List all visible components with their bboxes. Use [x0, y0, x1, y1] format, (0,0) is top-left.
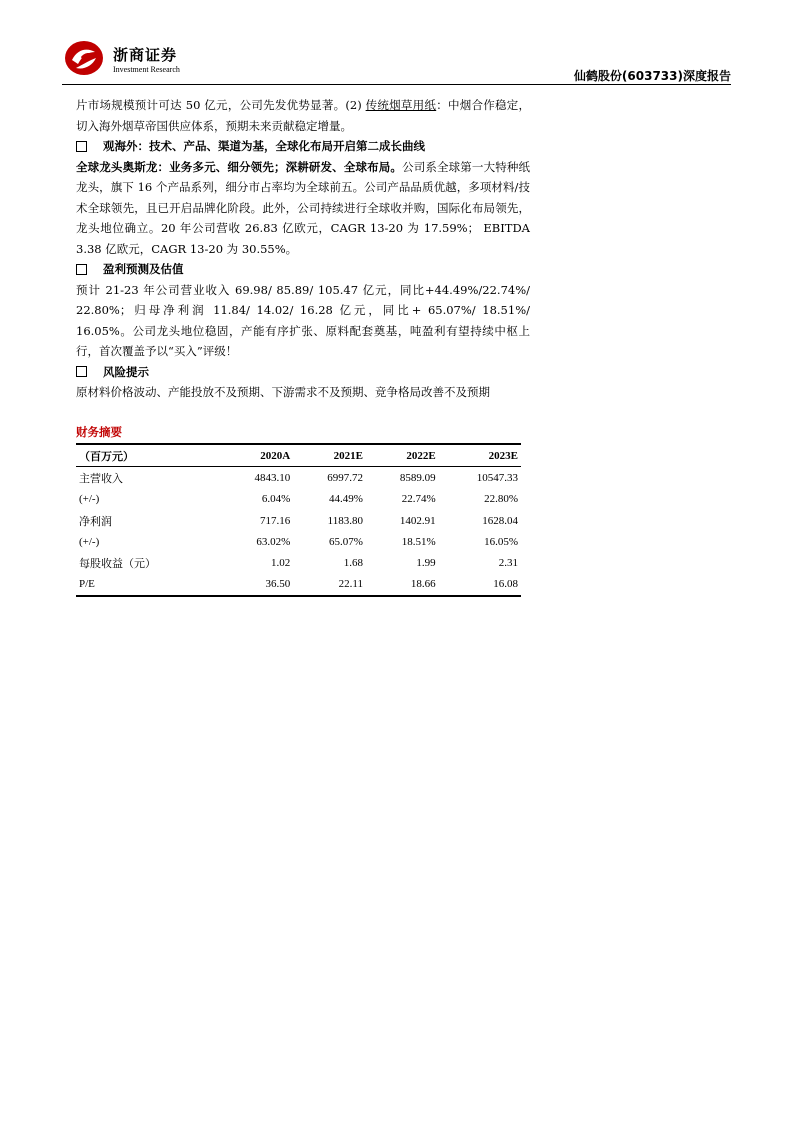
logo-english-name: Investment Research	[113, 65, 180, 74]
section-heading-risk: 风险提示	[76, 362, 530, 383]
table-cell: 63.02%	[256, 535, 291, 548]
column-header: （百万元）	[79, 450, 134, 463]
table-row	[76, 510, 521, 531]
paragraph-cigarette-paper: 片市场规模预计可达 50 亿元，公司先发优势显著。(2) 传统烟草用纸：中烟合作稳定，切入海外烟草帝国供应体系，预期未来贡献稳定增量。	[76, 98, 531, 133]
table-row	[76, 531, 521, 552]
report-body	[76, 95, 530, 403]
checkbox-bullet-icon	[76, 366, 87, 377]
table-cell: 22.80%	[484, 493, 518, 506]
table-cell: 6.04%	[261, 493, 291, 506]
paragraph-forecast: 预计 21-23 年公司营业收入 69.98/ 85.89/ 105.47 亿元，同比+44.49%/22.74%/ 22.80%；归母净利润 11.84/ 14.02/ 16.28 亿元，同比+ 65.07%/ 18.51%/ 16.05%。公司龙头地位稳固，产能有序扩张、原料配套奠基，吨盈利有望持续中枢上行，首次覆盖予以“买入”评级！	[76, 282, 530, 358]
table-cell: 1402.91	[399, 514, 436, 527]
table-cell: 16.08	[493, 578, 518, 591]
table-cell: 16.05%	[484, 535, 518, 548]
table-cell: 2.31	[498, 557, 518, 570]
financial-summary-title: 财务摘要	[76, 425, 122, 439]
table-cell: 1.99	[416, 557, 436, 570]
table-row	[76, 552, 521, 573]
table-row	[76, 574, 521, 596]
checkbox-bullet-icon	[76, 141, 87, 152]
table-cell: 8589.09	[399, 471, 436, 484]
table-cell: 1183.80	[327, 514, 363, 527]
paragraph-ahlstrom: 全球龙头奥斯龙：业务多元、细分领先；深耕研发、全球布局。公司系全球第一大特种纸龙头，旗下 16 个产品系列，细分市占率均为全球前五。公司产品品质优越，多项材料/技术全球领先，且已开启品牌化阶段。此外，公司持续进行全球收并购，国际化布局领先，龙头地位确立。20 年公司营收 26.83 亿欧元，CAGR 13-20 为 17.59%； EBITDA 3.38 亿欧元，CAGR 13-20 为 30.55%。	[76, 159, 531, 256]
row-label: (+/-)	[79, 493, 100, 506]
header-divider	[62, 84, 731, 85]
financial-summary-table	[76, 443, 521, 597]
row-label: 主营收入	[79, 472, 123, 485]
paragraph-risk: 原材料价格波动、产能投放不及预期、下游需求不及预期、竞争格局改善不及预期	[76, 385, 490, 399]
table-cell: 1.68	[343, 557, 363, 570]
row-label: (+/-)	[79, 535, 100, 548]
report-title: 仙鹤股份(603733)深度报告	[573, 69, 731, 83]
column-header: 2020A	[260, 449, 291, 462]
table-row	[76, 489, 521, 510]
table-cell: 22.74%	[401, 493, 436, 506]
logo-chinese-name: 浙商证券	[113, 46, 178, 64]
table-row	[76, 467, 521, 489]
company-logo	[62, 38, 182, 82]
table-cell: 717.16	[260, 514, 291, 527]
column-header: 2023E	[488, 449, 518, 462]
section-heading-forecast: 盈利预测及估值	[76, 259, 530, 280]
underlined-term: 传统烟草用纸	[365, 98, 437, 112]
table-cell: 1628.04	[482, 514, 518, 527]
row-label: 净利润	[79, 515, 112, 528]
section-heading-overseas: 观海外：技术、产品、渠道为基，全球化布局开启第二成长曲线	[76, 136, 530, 157]
table-cell: 6997.72	[327, 471, 363, 484]
table-header-row	[76, 444, 521, 467]
table-cell: 1.02	[271, 557, 291, 570]
column-header: 2022E	[406, 449, 436, 462]
row-label: P/E	[79, 578, 95, 591]
table-cell: 18.51%	[401, 535, 436, 548]
paragraph-lead: 全球龙头奥斯龙：业务多元、细分领先；深耕研发、全球布局。	[76, 159, 403, 174]
table-cell: 36.50	[265, 578, 291, 591]
row-label: 每股收益（元）	[79, 558, 156, 571]
table-cell: 4843.10	[254, 471, 291, 484]
logo-emblem-icon	[62, 38, 108, 78]
checkbox-bullet-icon	[76, 264, 87, 275]
table-cell: 44.49%	[329, 493, 363, 506]
column-header: 2021E	[333, 449, 363, 462]
table-cell: 18.66	[410, 578, 436, 591]
table-cell: 10547.33	[476, 471, 518, 484]
table-cell: 65.07%	[329, 535, 363, 548]
table-cell: 22.11	[338, 578, 363, 591]
